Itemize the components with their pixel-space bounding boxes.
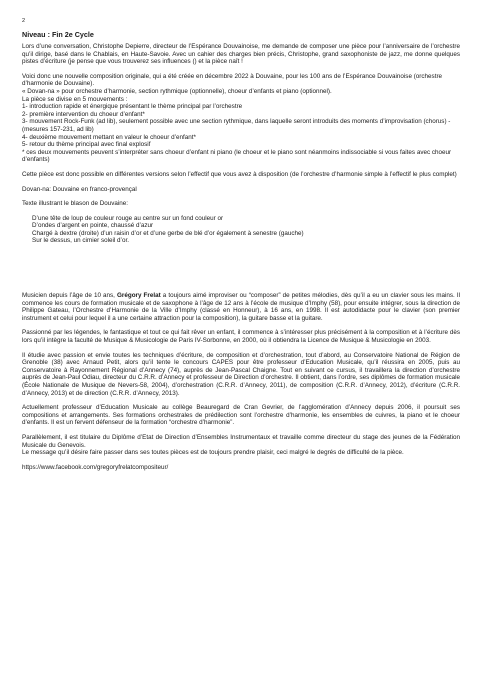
bio-text: Le message qu’il désire faire passer dans ses toutes pièces est de toujours prendre plaisir, ceci malgré le degrés de difficulté de la pièce. (22, 449, 404, 457)
bio-text: a toujours aimé improviser ou “composer” de petites mélodies, dès qu’il a eu un clavier sous les mains. Il commence les cours de formation musicale et de saxophone à l’âge de 12 ans à l’école de musique d’Imphy (58), pour ensuite intégrer, sous la direction de Philippe Gateau, l’Orchestre d’Harmonie de la Ville d’Imphy (classé en Honneur), à 16 ans, en 1998. Il est autodidacte pour le clavier (son premier instrument et celui pour lequel il a une certaine attraction pour la composition), la guitare basse et la guitare. (22, 292, 460, 322)
composition-line: « Dovan-na » pour orchestre d’harmonie, section rythmique (optionnelle), choeur d’enfants et piano (optionnel). (22, 87, 332, 95)
blason-intro: Texte illustrant le blason de Douvaine: (22, 200, 129, 208)
bio-paragraph-5 (22, 434, 460, 457)
versions-paragraph: Cette pièce est donc possible en différentes versions selon l’effectif que vous avez à disposition (de l’orchestre d’harmonie simple à l’effectif le plus complet) (22, 170, 457, 178)
document-page (22, 18, 460, 471)
composer-name: Grégory Frelat (117, 292, 161, 300)
blason-text (32, 215, 460, 245)
footnote-line: * ces deux mouvements peuvent s’interpréter sans choeur d’enfant ni piano (le choeur et le piano sont néanmoins indissociable si vous faites avec choeur d’enfants) (22, 148, 452, 164)
movement-line: 3- mouvement Rock-Funk (ad lib), seulement possible avec une section rythmique, dans laquelle seront introduits des moments d’improvisation (chorus) - (mesures 157-231, ad lib) (22, 118, 451, 133)
blason-line: Sur le dessus, un cimier soleil d’or. (32, 237, 129, 245)
level-title: Niveau : Fin 2e Cycle (22, 30, 94, 39)
bio-text: Parallèlement, il est titulaire du Diplôme d’Etat de Direction d’Ensembles Instrumentaux et travaille comme directeur du stage des jeunes de la Fédération Musicale du Genevois. (22, 433, 460, 449)
facebook-link[interactable]: https://www.facebook.com/gregoryfrelatcompositeur/ (22, 463, 169, 471)
movement-line: 5- retour du thème principal avec final explosif (22, 141, 151, 149)
composition-description (22, 73, 460, 164)
bio-paragraph-3: Il étudie avec passion et envie toutes les techniques d’écriture, de composition et d’orchestration, tout d’abord, au Conservatoire National de Région de Grenoble (38) avec Arnaud Petit, alors qu’il tente le concours CAPES pour être professeur d’Education Musicale, qu’il réussira en 2005, puis au Conservatoire à Rayonnement Régional d’Annecy (74), auprès de Jean-Pascal Chaigne. Tout en suivant ce cursus, il travaillera la direction d’orchestre auprès de Jean-Paul Odiau, directeur du C.R.R. d’Annecy et professeur de Direction d’orchestre. Il obtient, dans l’ordre, ses diplômes de formation musicale (École Nationale de Musique de Nevers-58, 2004), d’orchestration (C.R.R. d’Annecy, 2011), de composition (C.R.R. d’Annecy, 2012), d’écriture (C.R.R. d’Annecy, 2013) et de direction (C.R.R. d’Annecy, 2013). (22, 351, 460, 397)
spacer (22, 252, 460, 292)
page-number: 2 (22, 18, 26, 24)
blason-line: Chargé à dextre (droite) d’un raisin d’or et d’une gerbe de blé d’or également à senestre (gauche) (32, 229, 304, 237)
movement-line: 1- introduction rapide et énergique présentant le thème principal par l’orchestre (22, 103, 243, 111)
blason-line: D’une tête de loup de couleur rouge au centre sur un fond couleur or (32, 214, 224, 222)
movement-line: 2- première intervention du choeur d’enfant* (22, 110, 145, 118)
bio-paragraph-1 (22, 292, 460, 322)
composition-line: Voici donc une nouvelle composition originale, qui a été créée en décembre 2022 à Douvaine, pour les 100 ans de l’Espérance Douvainoise (orchestre d’harmonie de Douvaine). (22, 72, 443, 88)
intro-paragraph: Lors d’une conversation, Christophe Depierre, directeur de l’Espérance Douvainoise, me demande de composer une pièce pour l’anniversaire de l’orchestre qu’il dirige, basé dans le Chablais, en Haute-Savoie. Avec un cahier des charges bien précis, Christophe, grand saxophoniste de jazz, me donne quelques pistes d’écriture (je pense que vous trouverez ses influences () et la pièce naît ! (22, 43, 460, 66)
composition-line: La pièce se divise en 5 mouvements : (22, 95, 128, 103)
bio-paragraph-2: Passionné par les légendes, le fantastique et tout ce qui fait rêver un enfant, il commence à s’intéresser plus précisément à la composition et à l’écriture dès lors qu’il intègre la faculté de Musique & Musicologie de Paris IV-Sorbonne, en 2000, où il obtiendra la Licence de Musique & Musicologie en 2003. (22, 329, 460, 345)
movement-line: 4- deuxième mouvement mettant en valeur le choeur d’enfant* (22, 133, 196, 141)
blason-line: D’ondes d’argent en pointe, chaussé d’azur (32, 222, 154, 230)
dovanna-note: Dovan-na: Douvaine en franco-provençal (22, 185, 137, 193)
bio-paragraph-4: Actuellement professeur d’Education Musicale au collège Beauregard de Cran Gevrier, de l’agglomération d’Annecy depuis 2006, il poursuit ses compositions et arrangements. Ses formations orchestrales de prédilection sont l’orchestre d’harmonie, les ensembles de cuivres, la piano et le choeur d’enfants. Il est un fervent défenseur de la formation “orchestre d’harmonie”. (22, 404, 460, 427)
bio-text: Musicien depuis l’âge de 10 ans, (22, 292, 117, 300)
